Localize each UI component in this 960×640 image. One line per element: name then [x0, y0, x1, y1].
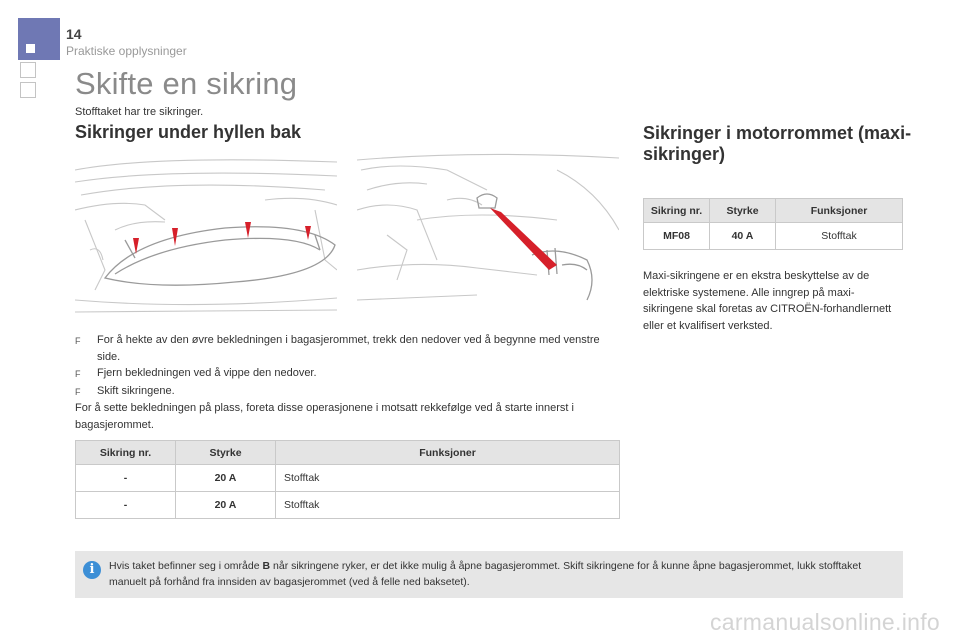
table-row	[644, 223, 903, 250]
instruction-item	[75, 383, 623, 401]
maxi-fuse-note: Maxi-sikringene er en ekstra beskyttelse av de elektriske systemene. Alle inngrep på maxi-sikringene skal foretas av CITROËN-forhandlernett eller et kvalifisert verksted.	[643, 270, 892, 332]
fuse-marker-3	[245, 222, 251, 238]
maxi-fuse-arrow	[490, 208, 557, 270]
bullet-icon: F	[75, 336, 81, 346]
info-text-after: når sikringene ryker, er det ikke mulig å åpne bagasjerommet. Skift sikringene for å kunne åpne bagasjerommet, lukk stofftaket manuelt på forhånd fra innsiden av bagasjerommet (ved å felle ned baksetet).	[109, 560, 862, 588]
corner-accent-square	[26, 44, 35, 53]
col-header-fuse-number: Sikring nr.	[76, 441, 176, 465]
info-text-before: Hvis taket befinner seg i område	[109, 560, 263, 572]
function-cell: Stofftak	[776, 223, 903, 250]
col-header-functions: Funksjoner	[276, 441, 620, 465]
table-header-row	[644, 199, 903, 223]
intro-text: Stofftaket har tre sikringer.	[75, 106, 204, 118]
instruction-text: Fjern bekledningen ved å vippe den nedover.	[97, 367, 317, 379]
rating-cell: 20 A	[176, 465, 276, 492]
page-title: Skifte en sikring	[75, 66, 298, 101]
col-header-fuse-number: Sikring nr.	[644, 199, 710, 223]
fuse-number-cell: -	[76, 465, 176, 492]
engine-compartment-illustration	[357, 150, 619, 320]
function-cell: Stofftak	[276, 492, 620, 519]
corner-accent-block	[18, 18, 60, 60]
col-header-rating: Styrke	[176, 441, 276, 465]
rating-cell: 20 A	[176, 492, 276, 519]
reassembly-text: For å sette bekledningen på plass, foreta disse operasjonene i motsatt rekkefølge ved å starte innerst i bagasjerommet.	[75, 402, 574, 431]
info-box	[75, 551, 903, 598]
left-section-heading: Sikringer under hyllen bak	[75, 122, 302, 142]
fuse-number-cell: MF08	[644, 223, 710, 250]
instruction-text: For å hekte av den øvre bekledningen i bagasjerommet, trekk den nedover ved å begynne med venstre side.	[97, 334, 600, 363]
instruction-text: Skift sikringene.	[97, 384, 175, 397]
rear-shelf-illustration	[75, 150, 337, 320]
bullet-icon: F	[75, 369, 81, 379]
bullet-icon: F	[75, 386, 81, 397]
col-header-functions: Funksjoner	[776, 199, 903, 223]
side-checkbox-2	[20, 82, 36, 98]
info-icon: i	[83, 561, 101, 579]
function-cell: Stofftak	[276, 465, 620, 492]
rating-cell: 40 A	[710, 223, 776, 250]
instruction-item	[75, 332, 623, 365]
table-header-row	[76, 441, 620, 465]
col-header-rating: Styrke	[710, 199, 776, 223]
right-section-heading: Sikringer i motorrommet (maxi-sikringer)	[643, 123, 912, 164]
instruction-item	[75, 365, 623, 383]
fuse-number-cell: -	[76, 492, 176, 519]
instructions	[75, 332, 623, 433]
section-label: Praktiske opplysninger	[66, 44, 187, 58]
side-checkbox-1	[20, 62, 36, 78]
table-row	[76, 492, 620, 519]
info-bold-word: B	[262, 560, 271, 572]
rear-fuse-table	[75, 440, 620, 519]
maxi-fuse-table	[643, 198, 903, 250]
watermark: carmanualsonline.info	[709, 609, 940, 635]
page-number: 14	[66, 26, 82, 42]
table-row	[76, 465, 620, 492]
